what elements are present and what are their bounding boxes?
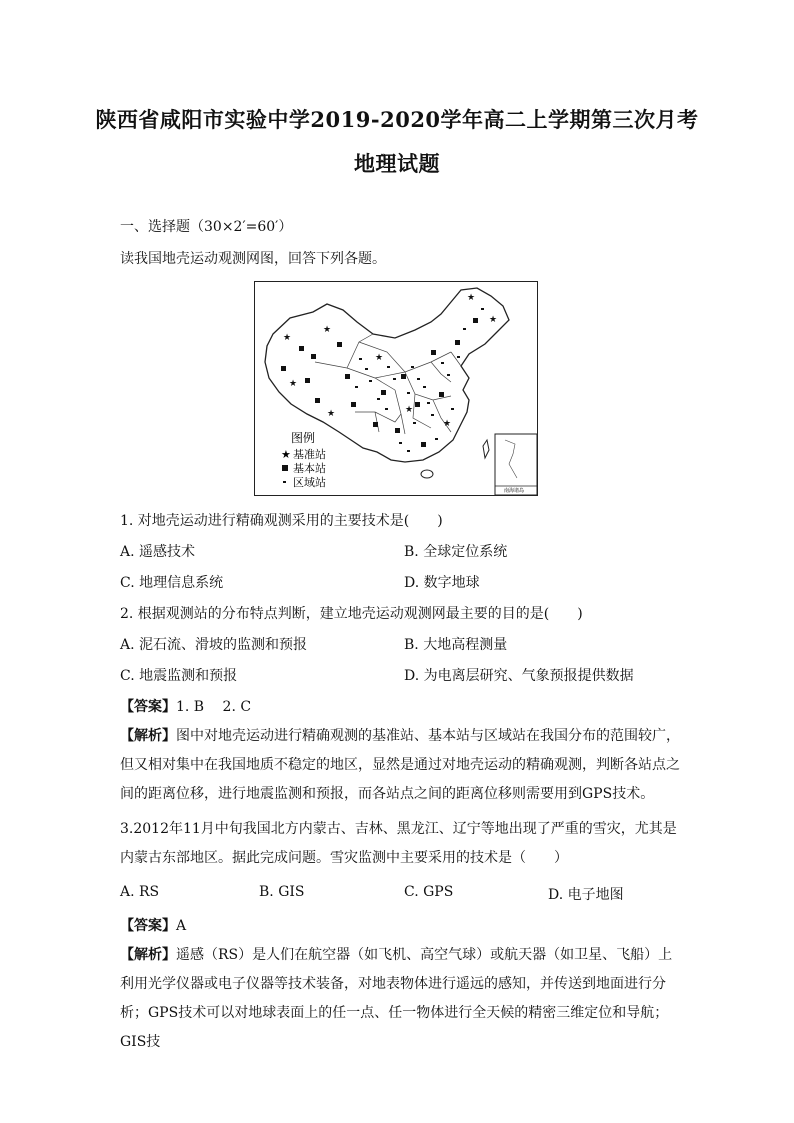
question-3-option-c: C. GPS: [404, 884, 454, 900]
regional-station-dash: [417, 378, 420, 380]
question-3-stem: 3.2012年11月中旬我国北方内蒙古、吉林、黑龙江、辽宁等地出现了严重的雪灾，尤其是内蒙古东部地区。据此完成问题。雪灾监测中主要采用的技术是（ ）: [120, 821, 677, 866]
basic-station-square: [473, 318, 478, 323]
legend-symbol-dash: [283, 481, 286, 483]
legend-base-station: 基准站: [293, 448, 326, 461]
basic-station-square: [431, 350, 436, 355]
regional-station-dash: [423, 386, 426, 388]
base-station-star: ★: [289, 379, 298, 389]
document-title: 陕西省咸阳市实验中学2019-2020学年高二上学期第三次月考: [95, 107, 699, 132]
answer-text: A: [176, 918, 187, 934]
basic-station-square: [373, 422, 378, 427]
regional-station-dash: [457, 356, 460, 358]
base-station-star: ★: [467, 293, 476, 303]
regional-station-dash: [435, 438, 438, 440]
regional-station-dash: [393, 378, 396, 380]
regional-station-dash: [369, 380, 372, 382]
question-3-option-a: A. RS: [120, 884, 160, 900]
basic-station-square: [415, 402, 420, 407]
legend-symbol-star: ★: [281, 448, 291, 461]
regional-station-dash: [463, 328, 466, 330]
legend-basic-station: 基本站: [293, 462, 326, 475]
regional-station-dash: [407, 450, 410, 452]
answer-block-1: [120, 696, 251, 716]
basic-station-square: [305, 378, 310, 383]
question-1-option-c: C. 地理信息系统: [120, 575, 224, 591]
base-station-star: ★: [489, 315, 498, 325]
basic-station-square: [311, 354, 316, 359]
regional-station-dash: [365, 368, 368, 370]
legend-symbol-square: [282, 465, 288, 471]
regional-station-dash: [411, 366, 414, 368]
regional-station-dash: [377, 398, 380, 400]
answer-block-2: [120, 915, 186, 935]
question-2-stem: 2. 根据观测站的分布特点判断，建立地壳运动观测网最主要的目的是( ): [120, 606, 583, 622]
section-intro: 读我国地壳运动观测网图，回答下列各题。: [120, 251, 386, 267]
answer-label: 【答案】: [120, 918, 176, 934]
hainan-island: [421, 470, 433, 478]
regional-station-dash: [427, 402, 430, 404]
basic-station-square: [439, 392, 444, 397]
analysis-block-2: [120, 941, 680, 1057]
question-3-option-b: B. GIS: [259, 884, 305, 900]
regional-station-dash: [407, 392, 410, 394]
question-1-option-b: B. 全球定位系统: [404, 544, 508, 560]
inset-label: 南海诸岛: [504, 488, 525, 494]
analysis-label: 【解析】: [120, 728, 176, 744]
regional-station-dash: [387, 366, 390, 368]
basic-station-square: [395, 428, 400, 433]
regional-station-dash: [359, 358, 362, 360]
answer-text: 1. B 2. C: [176, 699, 252, 715]
document-subtitle: 地理试题: [354, 151, 440, 176]
base-station-star: ★: [405, 405, 414, 415]
regional-station-dash: [431, 414, 434, 416]
basic-station-square: [337, 342, 342, 347]
section-heading: 一、选择题（30×2′=60′）: [120, 219, 293, 235]
regional-station-dash: [413, 422, 416, 424]
basic-station-square: [299, 346, 304, 351]
regional-station-dash: [355, 386, 358, 388]
basic-station-square: [315, 398, 320, 403]
base-station-star: ★: [327, 409, 336, 419]
basic-station-square: [281, 366, 286, 371]
legend-title: 图例: [291, 431, 316, 445]
question-1-option-d: D. 数字地球: [404, 575, 480, 591]
regional-station-dash: [399, 442, 402, 444]
analysis-label: 【解析】: [120, 947, 176, 963]
regional-station-dash: [481, 308, 484, 310]
regional-station-markers: [355, 308, 484, 452]
base-station-star: ★: [323, 325, 332, 335]
analysis-text: 图中对地壳运动进行精确观测的基准站、基本站与区域站在我国分布的范围较广，但又相对集中在我国地质不稳定的地区，显然是通过对地壳运动的精确观测，判断各站点之间的距离位移，进行地震监测和预报，而各站点之间的距离位移则需要用到GPS技术。: [120, 728, 680, 802]
question-1-option-a: A. 遥感技术: [120, 544, 196, 560]
analysis-text: 遥感（RS）是人们在航空器（如飞机、高空气球）或航天器（如卫星、飞船）上利用光学仪器或电子仪器等技术装备，对地表物体进行遥远的感知，并传送到地面进行分析；GPS技术可以对地球表面上的任一点、任一物体进行全天候的精密三维定位和导航；GIS技: [120, 947, 673, 1050]
basic-station-square: [421, 442, 426, 447]
base-station-star: ★: [375, 353, 384, 363]
question-2-option-b: B. 大地高程测量: [404, 637, 508, 653]
legend-regional-station: 区域站: [293, 476, 326, 489]
answer-label: 【答案】: [120, 699, 176, 715]
question-2-option-d: D. 为电离层研究、气象预报提供数据: [404, 668, 634, 684]
basic-station-square: [401, 374, 406, 379]
regional-station-dash: [385, 408, 388, 410]
basic-station-square: [351, 402, 356, 407]
regional-station-dash: [447, 374, 450, 376]
question-1-stem: 1. 对地壳运动进行精确观测采用的主要技术是( ): [120, 513, 443, 529]
question-2-option-c: C. 地震监测和预报: [120, 668, 238, 684]
regional-station-dash: [451, 408, 454, 410]
basic-station-square: [381, 390, 386, 395]
question-2-option-a: A. 泥石流、滑坡的监测和预报: [120, 637, 308, 653]
taiwan-island: [483, 440, 489, 458]
regional-station-dash: [441, 362, 444, 364]
basic-station-square: [345, 374, 350, 379]
basic-station-square: [455, 340, 460, 345]
base-station-star: ★: [443, 419, 452, 429]
china-crustal-monitoring-map: [254, 281, 538, 496]
province-boundaries: [315, 334, 461, 434]
base-station-star: ★: [283, 333, 292, 343]
analysis-block-1: [120, 722, 680, 809]
map-figure: [255, 282, 537, 495]
question-3-option-d: D. 电子地图: [548, 887, 624, 903]
